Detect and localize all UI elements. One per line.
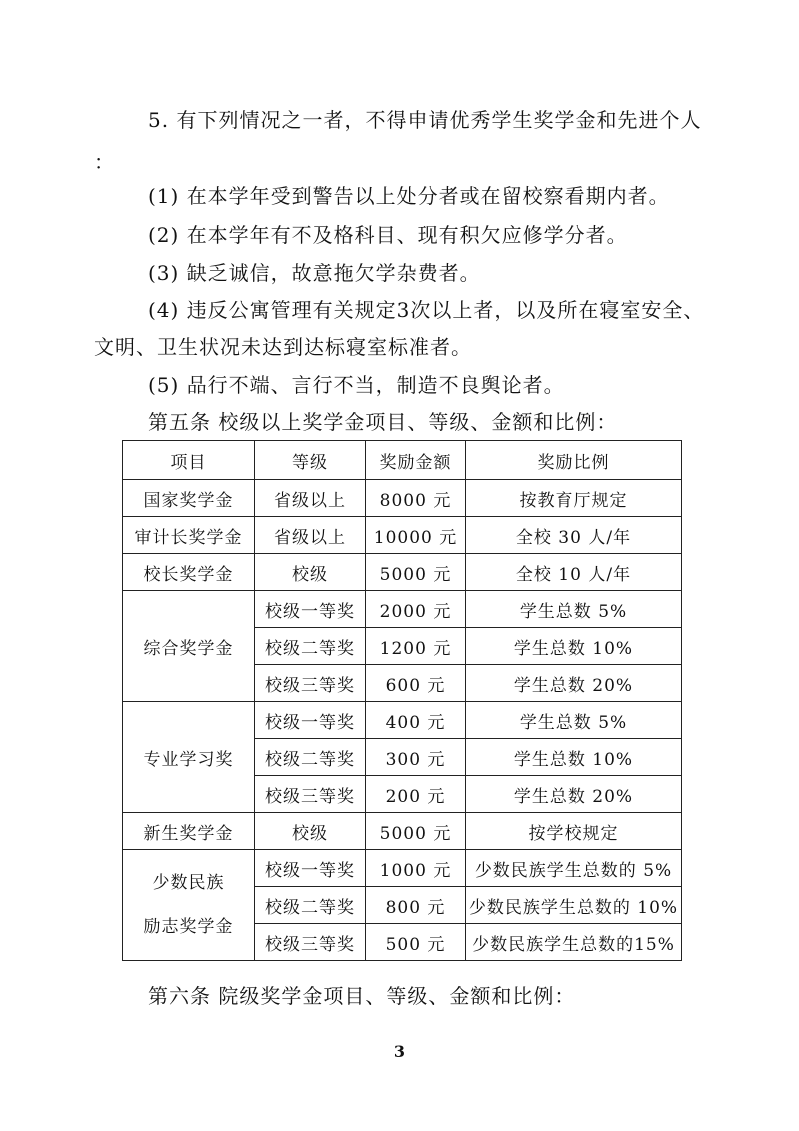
table-row [123,517,682,554]
cell-level: 校级一等奖 [255,702,366,739]
cell-level: 校级 [255,554,366,591]
cell-level: 校级 [255,813,366,850]
cell-level: 校级三等奖 [255,924,366,961]
cell-amount: 500 元 [366,924,466,961]
condition-3: (3) 缺乏诚信，故意拖欠学杂费者。 [148,261,481,285]
cell-level: 校级二等奖 [255,628,366,665]
cell-amount: 300 元 [366,739,466,776]
cell-ratio: 全校 30 人/年 [466,517,682,554]
condition-1: (1) 在本学年受到警告以上处分者或在留校察看期内者。 [148,184,670,208]
cell-ratio: 少数民族学生总数的 10% [466,887,682,924]
cell-level: 校级一等奖 [255,591,366,628]
table-row [123,591,682,628]
table-row [123,702,682,739]
cell-project: 校长奖学金 [123,554,255,591]
table-row [123,813,682,850]
cell-level: 校级二等奖 [255,887,366,924]
article5-heading: 第五条 校级以上奖学金项目、等级、金额和比例： [148,410,618,434]
condition-5: (5) 品行不端、言行不当，制造不良舆论者。 [148,373,565,397]
header-level: 等级 [255,441,366,480]
cell-amount: 5000 元 [366,813,466,850]
page-number: 3 [393,1042,406,1061]
award-table [122,440,682,961]
cell-ratio: 学生总数 5% [466,591,682,628]
cell-amount: 5000 元 [366,554,466,591]
cell-project: 综合奖学金 [123,591,255,702]
item5-line2: ： [94,150,115,174]
cell-amount: 10000 元 [366,517,466,554]
cell-level: 校级一等奖 [255,850,366,887]
cell-project [123,850,255,961]
cell-project: 审计长奖学金 [123,517,255,554]
cell-amount: 1200 元 [366,628,466,665]
table-row [123,480,682,517]
cell-level: 校级三等奖 [255,776,366,813]
cell-ratio: 少数民族学生总数的 5% [466,850,682,887]
header-amount: 奖励金额 [366,441,466,480]
condition-2: (2) 在本学年有不及格科目、现有积欠应修学分者。 [148,223,628,247]
cell-project: 新生奖学金 [123,813,255,850]
cell-level: 省级以上 [255,517,366,554]
cell-amount: 1000 元 [366,850,466,887]
cell-amount: 400 元 [366,702,466,739]
cell-level: 校级二等奖 [255,739,366,776]
article6-heading: 第六条 院级奖学金项目、等级、金额和比例： [148,984,576,1008]
condition-4-cont: 文明、卫生状况未达到达标寝室标准者。 [94,335,472,359]
item5-line1: 5. 有下列情况之一者，不得申请优秀学生奖学金和先进个人 [148,108,702,132]
cell-project: 国家奖学金 [123,480,255,517]
cell-project-line1: 少数民族 [152,873,225,893]
cell-amount: 8000 元 [366,480,466,517]
cell-amount: 600 元 [366,665,466,702]
cell-amount: 800 元 [366,887,466,924]
header-ratio: 奖励比例 [466,441,682,480]
cell-amount: 2000 元 [366,591,466,628]
table-header-row [123,441,682,480]
header-project: 项目 [123,441,255,480]
table-row [123,850,682,887]
table-row [123,554,682,591]
cell-ratio: 学生总数 10% [466,739,682,776]
cell-ratio: 学生总数 20% [466,776,682,813]
cell-ratio: 学生总数 10% [466,628,682,665]
cell-ratio: 按教育厅规定 [466,480,682,517]
cell-ratio: 全校 10 人/年 [466,554,682,591]
cell-project-line2: 励志奖学金 [143,917,234,937]
cell-ratio: 学生总数 20% [466,665,682,702]
cell-amount: 200 元 [366,776,466,813]
cell-ratio: 少数民族学生总数的15% [466,924,682,961]
condition-4: (4) 违反公寓管理有关规定3次以上者，以及所在寝室安全、 [148,298,705,322]
cell-ratio: 学生总数 5% [466,702,682,739]
cell-ratio: 按学校规定 [466,813,682,850]
cell-level: 省级以上 [255,480,366,517]
cell-project: 专业学习奖 [123,702,255,813]
cell-level: 校级三等奖 [255,665,366,702]
